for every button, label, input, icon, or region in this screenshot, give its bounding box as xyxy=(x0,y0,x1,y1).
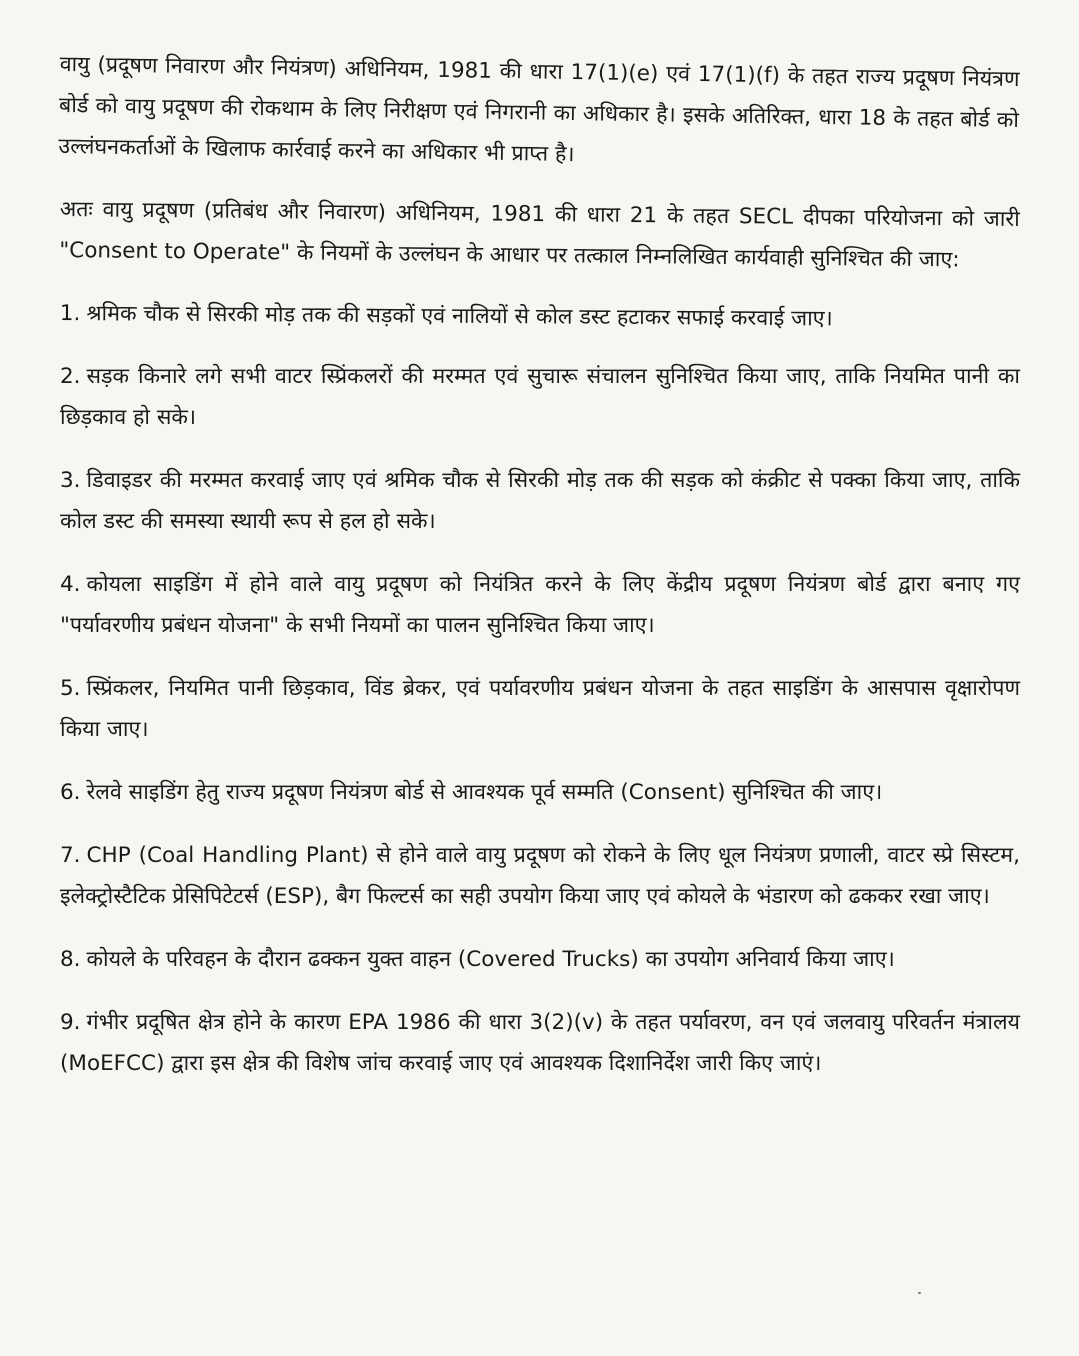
item-number: 2. xyxy=(60,364,81,389)
item-text: स्प्रिंकलर, नियमित पानी छिड़काव, विंड ब्रेकर, एवं पर्यावरणीय प्रबंधन योजना के तहत साइडिंग के आसपास वृक्षारोपण किया जाए। xyxy=(60,676,1020,742)
action-item-2 xyxy=(60,356,1020,438)
item-number: 4. xyxy=(60,572,81,597)
action-item-7 xyxy=(60,835,1020,917)
intro-paragraph-2: अतः वायु प्रदूषण (प्रतिबंध और निवारण) अधिनियम, 1981 की धारा 21 के तहत SECL दीपका परियोजना को जारी "Consent to Operate" के नियमों के उल्लंघन के आधार पर तत्काल निम्नलिखित कार्यवाही सुनिश्चित की जाए: xyxy=(59,196,1020,273)
document-page xyxy=(60,44,1020,1106)
paper-speck xyxy=(918,1292,921,1294)
action-item-9 xyxy=(60,1002,1020,1084)
item-number: 8. xyxy=(60,947,81,972)
item-number: 1. xyxy=(59,300,81,327)
item-number: 6. xyxy=(60,780,81,805)
item-number: 5. xyxy=(60,676,81,701)
item-text: कोयला साइडिंग में होने वाले वायु प्रदूषण को नियंत्रित करने के लिए केंद्रीय प्रदूषण नियंत्रण बोर्ड द्वारा बनाए गए "पर्यावरणीय प्रबंधन योजना" के सभी नियमों का पालन सुनिश्चित किया जाए। xyxy=(60,572,1020,638)
action-item-8 xyxy=(60,939,1020,980)
action-item-3 xyxy=(60,460,1020,542)
action-item-4 xyxy=(60,564,1020,646)
item-text: CHP (Coal Handling Plant) से होने वाले वायु प्रदूषण को रोकने के लिए धूल नियंत्रण प्रणाली, वाटर स्प्रे सिस्टम, इलेक्ट्रोस्टैटिक प्रेसिपिटेटर्स (ESP), बैग फिल्टर्स का सही उपयोग किया जाए एवं कोयले के भंडारण को ढककर रखा जाए। xyxy=(60,843,1020,909)
item-text: कोयले के परिवहन के दौरान ढक्कन युक्त वाहन (Covered Trucks) का उपयोग अनिवार्य किया जाए। xyxy=(86,947,895,972)
action-item-5 xyxy=(60,668,1020,750)
action-item-6 xyxy=(60,772,1020,813)
item-text: श्रमिक चौक से सिरकी मोड़ तक की सड़कों एवं नालियों से कोल डस्ट हटाकर सफाई करवाई जाए। xyxy=(86,301,833,332)
item-number: 9. xyxy=(60,1010,81,1035)
item-text: सड़क किनारे लगे सभी वाटर स्प्रिंकलरों की मरम्मत एवं सुचारू संचालन सुनिश्चित किया जाए, ताकि नियमित पानी का छिड़काव हो सके। xyxy=(60,364,1020,430)
item-text: गंभीर प्रदूषित क्षेत्र होने के कारण EPA 1986 की धारा 3(2)(v) के तहत पर्यावरण, वन एवं जलवायु परिवर्तन मंत्रालय (MoEFCC) द्वारा इस क्षेत्र की विशेष जांच करवाई जाए एवं आवश्यक दिशानिर्देश जारी किए जाएं। xyxy=(60,1010,1020,1076)
item-text: डिवाइडर की मरम्मत करवाई जाए एवं श्रमिक चौक से सिरकी मोड़ तक की सड़क को कंक्रीट से पक्का किया जाए, ताकि कोल डस्ट की समस्या स्थायी रूप से हल हो सके। xyxy=(60,468,1020,534)
action-item-1 xyxy=(60,293,1020,341)
intro-paragraph-1: वायु (प्रदूषण निवारण और नियंत्रण) अधिनियम, 1981 की धारा 17(1)(e) एवं 17(1)(f) के तहत राज्य प्रदूषण नियंत्रण बोर्ड को वायु प्रदूषण की रोकथाम के लिए निरीक्षण एवं निगरानी का अधिकार है। इसके अतिरिक्त, धारा 18 के तहत बोर्ड को उल्लंघनकर्ताओं के खिलाफ कार्रवाई करने का अधिकार भी प्राप्त है। xyxy=(58,51,1020,168)
item-number: 3. xyxy=(60,468,81,493)
item-text: रेलवे साइडिंग हेतु राज्य प्रदूषण नियंत्रण बोर्ड से आवश्यक पूर्व सम्मति (Consent) सुनिश्चित की जाए। xyxy=(86,780,883,805)
item-number: 7. xyxy=(60,843,81,868)
